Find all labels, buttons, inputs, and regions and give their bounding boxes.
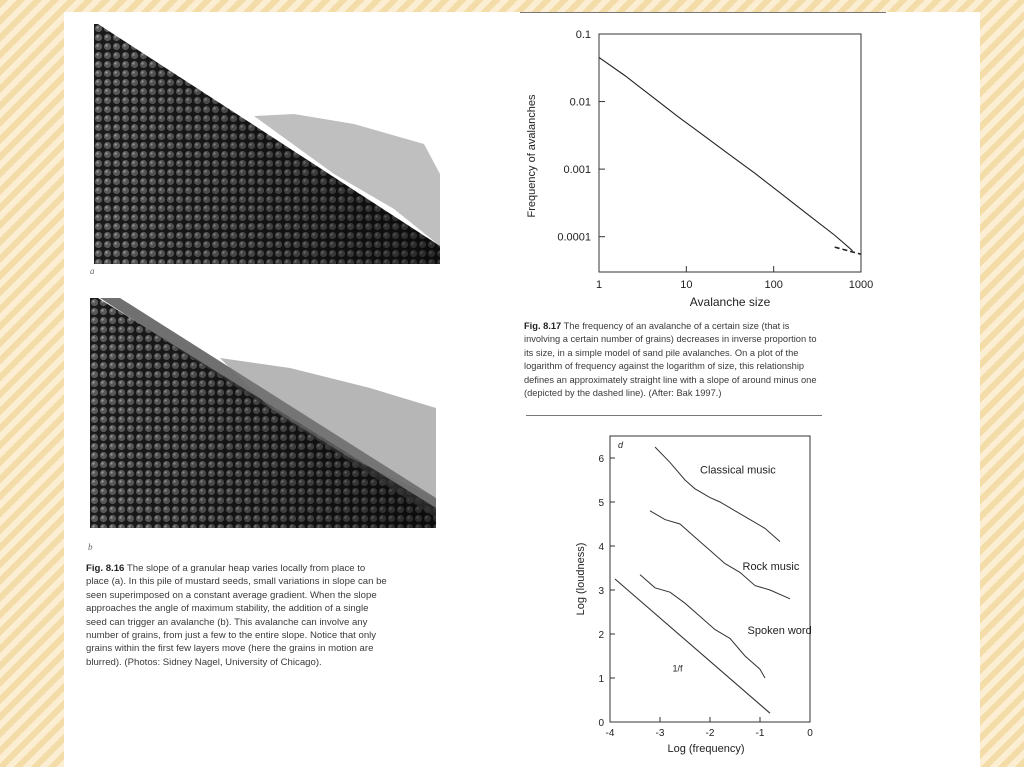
caption-line: place (a). In this pile of mustard seeds, small variations in slope can be [86,576,387,588]
caption-line: defines an approximately straight line with a slope of around minus one [524,374,817,385]
chart1-series-line [599,57,853,250]
chart2-series-label: Classical music [700,464,776,477]
caption-line: seed can trigger an avalanche (b). This avalanche can involve any [86,616,368,628]
chart2-y-tick-label: 4 [598,542,604,553]
caption-line: seen superimposed on a constant average gradient. When the slope [86,589,377,601]
photo-granular-heap-a [94,24,440,264]
chart1-y-tick-label: 0.01 [569,96,591,109]
chart2-series-label: Rock music [742,561,800,574]
avalanche-chart [504,16,904,316]
figure-8-16-caption [86,562,446,669]
chart2-y-tick-label: 1 [598,674,604,685]
chart1-x-tick-label: 1000 [848,279,874,291]
chart2-x-tick-label: -2 [705,728,715,739]
chart1-frame [599,34,861,272]
chart2-y-tick-label: 6 [598,454,604,465]
chart2-y-tick-label: 2 [598,630,604,641]
caption-line: number of grains, from just a few to the entire slope. Notice that only [86,630,377,642]
chart1-fit-line [835,247,861,254]
chart2-y-tick-label: 5 [598,498,604,509]
chart1-x-tick-label: 100 [764,279,783,291]
chart2-series-line [650,511,790,599]
caption-line: The frequency of an avalanche of a certain size (that is [563,321,790,331]
chart1-y-tick-label: 0.0001 [557,231,591,244]
chart2-panel-label: d [618,440,624,450]
chart2-series-label: Spoken word [747,625,812,637]
caption-line: blurred). (Photos: Sidney Nagel, University of Chicago). [86,656,322,668]
chart2-y-tick-label: 3 [598,586,604,597]
chart1-y-tick-label: 0.1 [575,29,591,41]
loudness-chart [572,430,822,762]
caption-line: grains within the first few layers move (here the grains in motion are [86,643,374,655]
figure-8-16-label: Fig. 8.16 [86,563,125,574]
panel-label-a: a [90,266,95,276]
caption-line: its size, in a simple model of sand pile avalanches. On a plot of the [524,347,799,358]
chart2-y-tick-label: 0 [598,718,604,729]
chart2-x-tick-label: -1 [755,728,765,739]
chart1-x-tick-label: 10 [680,279,693,291]
mid-rule [526,415,822,416]
chart2-series-label: 1/f [672,663,683,674]
caption-line: (depicted by the dashed line). (After: Bak 1997.) [524,388,722,399]
top-rule [520,12,886,13]
chart2-x-axis-label: Log (frequency) [667,743,745,755]
chart1-y-axis-label: Frequency of avalanches [526,94,538,218]
figure-8-17-caption [524,320,884,400]
caption-line: involving a certain number of grains) decreases in inverse proportion to [524,334,817,345]
chart2-x-tick-label: 0 [807,728,813,739]
panel-label-b: b [88,542,93,552]
chart1-x-tick-label: 1 [595,279,603,291]
chart2-x-tick-label: -4 [605,728,615,739]
caption-line: The slope of a granular heap varies locally from place to [126,563,366,574]
chart1-y-tick-label: 0.001 [563,164,591,177]
chart2-x-tick-label: -3 [655,728,665,739]
chart2-series-line [655,447,780,542]
caption-line: logarithm of frequency against the logarithm of size, this relationship [524,361,805,372]
chart2-y-axis-label: Log (loudness) [575,542,587,616]
caption-line: approaches the angle of maximum stability, the addition of a single [86,603,369,615]
chart2-frame [610,436,810,722]
photo-granular-heap-b [90,298,436,528]
chart2-series-line [615,579,770,713]
document-page [64,12,980,767]
chart2-series-line [640,575,765,678]
chart1-x-axis-label: Avalanche size [689,295,771,309]
figure-8-17-label: Fig. 8.17 [524,321,562,331]
